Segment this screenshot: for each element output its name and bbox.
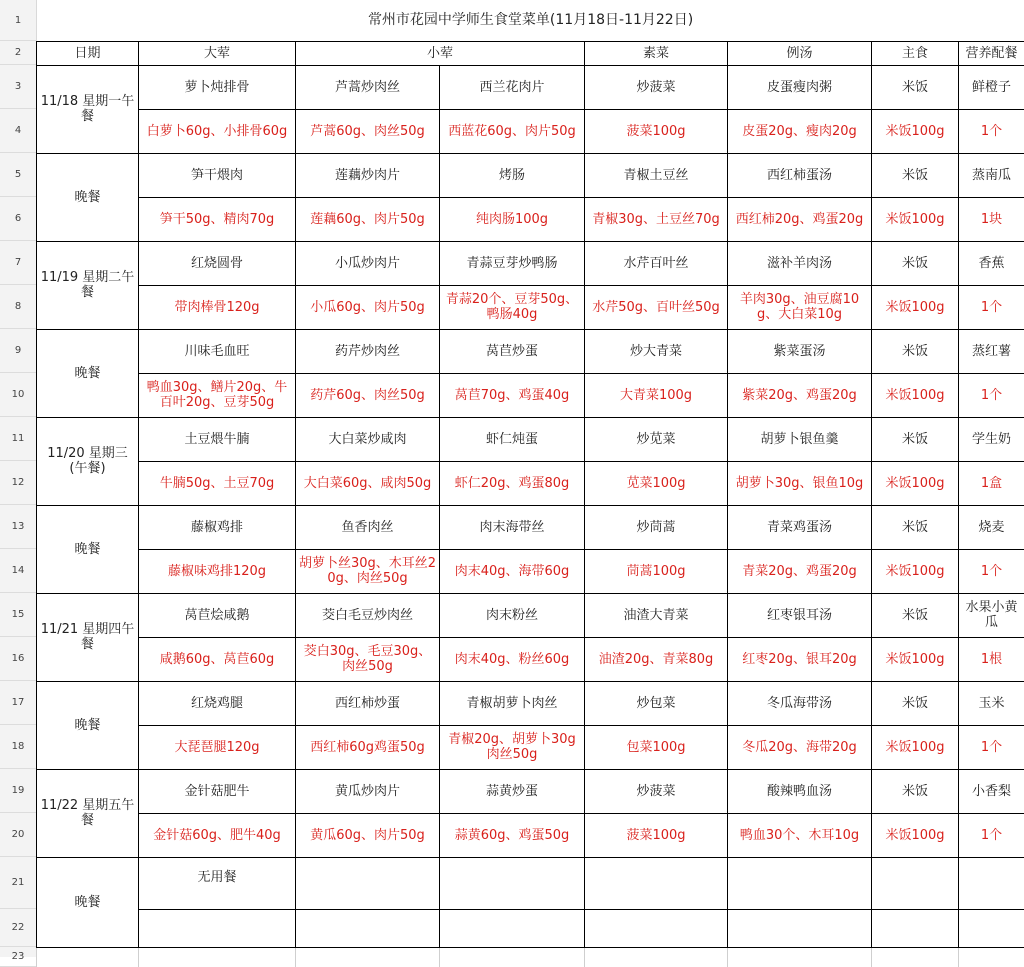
dish-cell[interactable]: 米饭 [872, 329, 959, 373]
row-number[interactable]: 6 [0, 197, 36, 241]
quantity-cell[interactable]: 药芹60g、肉丝50g [296, 373, 440, 417]
quantity-cell[interactable]: 1块 [959, 197, 1024, 241]
dish-cell[interactable]: 米饭 [872, 769, 959, 813]
quantity-cell[interactable]: 大白菜60g、咸肉50g [296, 461, 440, 505]
dish-cell[interactable]: 金针菇肥牛 [139, 769, 296, 813]
meal-date-cell[interactable]: 晚餐 [37, 681, 139, 769]
quantity-cell[interactable]: 白萝卜60g、小排骨60g [139, 109, 296, 153]
quantity-cell[interactable]: 胡萝卜30g、银鱼10g [728, 461, 872, 505]
meal-date-cell[interactable]: 晚餐 [37, 153, 139, 241]
dish-cell[interactable]: 米饭 [872, 65, 959, 109]
quantity-cell[interactable]: 鸭血30个、木耳10g [728, 813, 872, 857]
quantity-cell[interactable]: 米饭100g [872, 373, 959, 417]
quantity-cell[interactable]: 油渣20g、青菜80g [585, 637, 728, 681]
empty-cell[interactable] [296, 947, 440, 967]
dish-cell[interactable]: 西红柿炒蛋 [296, 681, 440, 725]
quantity-cell[interactable]: 包菜100g [585, 725, 728, 769]
quantity-cell[interactable]: 小瓜60g、肉片50g [296, 285, 440, 329]
quantity-cell[interactable]: 羊肉30g、油豆腐10g、大白菜10g [728, 285, 872, 329]
dish-cell[interactable]: 米饭 [872, 505, 959, 549]
dish-cell[interactable]: 肉末粉丝 [440, 593, 585, 637]
quantity-cell[interactable]: 大青菜100g [585, 373, 728, 417]
empty-cell[interactable] [37, 947, 139, 967]
quantity-cell[interactable]: 1个 [959, 109, 1024, 153]
empty-cell[interactable] [585, 947, 728, 967]
quantity-cell[interactable]: 肉末40g、海带60g [440, 549, 585, 593]
meal-date-cell[interactable]: 11/18 星期一午餐 [37, 65, 139, 153]
dish-cell[interactable]: 小瓜炒肉片 [296, 241, 440, 285]
meal-date-cell[interactable]: 11/19 星期二午餐 [37, 241, 139, 329]
quantity-cell[interactable]: 虾仁20g、鸡蛋80g [440, 461, 585, 505]
dish-cell[interactable]: 大白菜炒咸肉 [296, 417, 440, 461]
header-nutrition[interactable]: 营养配餐 [959, 41, 1024, 65]
quantity-cell[interactable]: 西红柿60g鸡蛋50g [296, 725, 440, 769]
row-number[interactable]: 8 [0, 285, 36, 329]
row-number[interactable]: 3 [0, 65, 36, 109]
header-vegetable[interactable]: 素菜 [585, 41, 728, 65]
empty-cell[interactable] [585, 909, 728, 947]
quantity-cell[interactable]: 牛腩50g、土豆70g [139, 461, 296, 505]
row-number[interactable]: 14 [0, 549, 36, 593]
dish-cell[interactable]: 炒茼蒿 [585, 505, 728, 549]
quantity-cell[interactable]: 蒜黄60g、鸡蛋50g [440, 813, 585, 857]
dish-cell[interactable]: 紫菜蛋汤 [728, 329, 872, 373]
dish-cell[interactable]: 米饭 [872, 153, 959, 197]
quantity-cell[interactable]: 冬瓜20g、海带20g [728, 725, 872, 769]
empty-cell[interactable] [959, 909, 1024, 947]
no-meal-note[interactable]: 无用餐 [139, 857, 296, 909]
quantity-cell[interactable]: 1个 [959, 725, 1024, 769]
dish-cell[interactable]: 蒸南瓜 [959, 153, 1024, 197]
dish-cell[interactable]: 香蕉 [959, 241, 1024, 285]
empty-cell[interactable] [728, 947, 872, 967]
empty-cell[interactable] [139, 909, 296, 947]
empty-cell[interactable] [585, 857, 728, 909]
quantity-cell[interactable]: 苋菜100g [585, 461, 728, 505]
dish-cell[interactable]: 水芹百叶丝 [585, 241, 728, 285]
dish-cell[interactable]: 药芹炒肉丝 [296, 329, 440, 373]
dish-cell[interactable]: 米饭 [872, 593, 959, 637]
meal-date-cell[interactable]: 晚餐 [37, 505, 139, 593]
dish-cell[interactable]: 莲藕炒肉片 [296, 153, 440, 197]
empty-cell[interactable] [728, 857, 872, 909]
empty-cell[interactable] [728, 909, 872, 947]
empty-cell[interactable] [959, 947, 1024, 967]
quantity-cell[interactable]: 莴苣70g、鸡蛋40g [440, 373, 585, 417]
dish-cell[interactable]: 青椒土豆丝 [585, 153, 728, 197]
quantity-cell[interactable]: 纯肉肠100g [440, 197, 585, 241]
quantity-cell[interactable]: 米饭100g [872, 461, 959, 505]
quantity-cell[interactable]: 1个 [959, 285, 1024, 329]
row-number[interactable]: 10 [0, 373, 36, 417]
quantity-cell[interactable]: 1根 [959, 637, 1024, 681]
dish-cell[interactable]: 胡萝卜银鱼羹 [728, 417, 872, 461]
dish-cell[interactable]: 米饭 [872, 417, 959, 461]
dish-cell[interactable]: 冬瓜海带汤 [728, 681, 872, 725]
dish-cell[interactable]: 藤椒鸡排 [139, 505, 296, 549]
quantity-cell[interactable]: 芦蒿60g、肉丝50g [296, 109, 440, 153]
quantity-cell[interactable]: 米饭100g [872, 813, 959, 857]
row-number[interactable]: 23 [0, 947, 36, 967]
row-number[interactable]: 2 [0, 41, 36, 65]
quantity-cell[interactable]: 胡萝卜丝30g、木耳丝20g、肉丝50g [296, 549, 440, 593]
quantity-cell[interactable]: 1个 [959, 813, 1024, 857]
quantity-cell[interactable]: 大琵琶腿120g [139, 725, 296, 769]
quantity-cell[interactable]: 金针菇60g、肥牛40g [139, 813, 296, 857]
row-number[interactable]: 5 [0, 153, 36, 197]
row-number[interactable]: 9 [0, 329, 36, 373]
meal-date-cell[interactable]: 晚餐 [37, 329, 139, 417]
dish-cell[interactable]: 西红柿蛋汤 [728, 153, 872, 197]
row-number[interactable]: 13 [0, 505, 36, 549]
quantity-cell[interactable]: 咸鹅60g、莴苣60g [139, 637, 296, 681]
dish-cell[interactable]: 莴苣炒蛋 [440, 329, 585, 373]
quantity-cell[interactable]: 皮蛋20g、瘦肉20g [728, 109, 872, 153]
dish-cell[interactable]: 川味毛血旺 [139, 329, 296, 373]
row-number[interactable]: 7 [0, 241, 36, 285]
dish-cell[interactable]: 米饭 [872, 241, 959, 285]
quantity-cell[interactable]: 米饭100g [872, 637, 959, 681]
dish-cell[interactable]: 西兰花肉片 [440, 65, 585, 109]
menu-table [36, 0, 1024, 967]
row-number[interactable]: 4 [0, 109, 36, 153]
empty-cell[interactable] [440, 857, 585, 909]
quantity-cell[interactable]: 紫菜20g、鸡蛋20g [728, 373, 872, 417]
quantity-cell[interactable]: 1个 [959, 373, 1024, 417]
dish-cell[interactable]: 红枣银耳汤 [728, 593, 872, 637]
dish-cell[interactable]: 水果小黄瓜 [959, 593, 1024, 637]
empty-cell[interactable] [872, 947, 959, 967]
empty-cell[interactable] [296, 857, 440, 909]
empty-cell[interactable] [139, 947, 296, 967]
row-number[interactable]: 18 [0, 725, 36, 769]
meal-date-cell[interactable]: 11/20 星期三(午餐) [37, 417, 139, 505]
quantity-cell[interactable]: 米饭100g [872, 549, 959, 593]
dish-cell[interactable]: 米饭 [872, 681, 959, 725]
empty-cell[interactable] [959, 857, 1024, 909]
quantity-cell[interactable]: 肉末40g、粉丝60g [440, 637, 585, 681]
quantity-cell[interactable]: 米饭100g [872, 197, 959, 241]
empty-cell[interactable] [440, 947, 585, 967]
quantity-cell[interactable]: 茼蒿100g [585, 549, 728, 593]
quantity-cell[interactable]: 青椒30g、土豆丝70g [585, 197, 728, 241]
dish-cell[interactable]: 炒苋菜 [585, 417, 728, 461]
row-number[interactable]: 22 [0, 909, 36, 947]
quantity-cell[interactable]: 米饭100g [872, 109, 959, 153]
quantity-cell[interactable]: 黄瓜60g、肉片50g [296, 813, 440, 857]
dish-cell[interactable]: 玉米 [959, 681, 1024, 725]
quantity-cell[interactable]: 带肉棒骨120g [139, 285, 296, 329]
dish-cell[interactable]: 土豆煨牛腩 [139, 417, 296, 461]
row-number-column [0, 0, 37, 957]
quantity-cell[interactable]: 青椒20g、胡萝卜30g肉丝50g [440, 725, 585, 769]
menu-title[interactable]: 常州市花园中学师生食堂菜单(11月18日-11月22日) [37, 0, 1024, 41]
dish-cell[interactable]: 肉末海带丝 [440, 505, 585, 549]
dish-cell[interactable]: 炒菠菜 [585, 769, 728, 813]
dish-cell[interactable]: 学生奶 [959, 417, 1024, 461]
header-staple[interactable]: 主食 [872, 41, 959, 65]
meal-date-cell[interactable]: 11/22 星期五午餐 [37, 769, 139, 857]
dish-cell[interactable]: 黄瓜炒肉片 [296, 769, 440, 813]
dish-cell[interactable]: 红烧圆骨 [139, 241, 296, 285]
dish-cell[interactable]: 虾仁炖蛋 [440, 417, 585, 461]
row-number[interactable]: 15 [0, 593, 36, 637]
dish-cell[interactable]: 烧麦 [959, 505, 1024, 549]
header-small-meat[interactable]: 小荤 [296, 41, 585, 65]
quantity-cell[interactable]: 藤椒味鸡排120g [139, 549, 296, 593]
empty-cell[interactable] [440, 909, 585, 947]
header-big-meat[interactable]: 大荤 [139, 41, 296, 65]
header-date[interactable]: 日期 [37, 41, 139, 65]
quantity-cell[interactable]: 1盒 [959, 461, 1024, 505]
dish-cell[interactable]: 烤肠 [440, 153, 585, 197]
meal-date-cell[interactable]: 11/21 星期四午餐 [37, 593, 139, 681]
dish-cell[interactable]: 青菜鸡蛋汤 [728, 505, 872, 549]
dish-cell[interactable]: 油渣大青菜 [585, 593, 728, 637]
quantity-cell[interactable]: 青菜20g、鸡蛋20g [728, 549, 872, 593]
dish-cell[interactable]: 鲜橙子 [959, 65, 1024, 109]
empty-cell[interactable] [872, 857, 959, 909]
dish-cell[interactable]: 萝卜炖排骨 [139, 65, 296, 109]
dish-cell[interactable]: 红烧鸡腿 [139, 681, 296, 725]
quantity-cell[interactable]: 西蓝花60g、肉片50g [440, 109, 585, 153]
row-number[interactable]: 21 [0, 857, 36, 909]
dish-cell[interactable]: 蒜黄炒蛋 [440, 769, 585, 813]
dish-cell[interactable]: 芦蒿炒肉丝 [296, 65, 440, 109]
dish-cell[interactable]: 莴苣烩咸鹅 [139, 593, 296, 637]
dish-cell[interactable]: 青椒胡萝卜肉丝 [440, 681, 585, 725]
dish-cell[interactable]: 茭白毛豆炒肉丝 [296, 593, 440, 637]
dish-cell[interactable]: 滋补羊肉汤 [728, 241, 872, 285]
dish-cell[interactable]: 炒包菜 [585, 681, 728, 725]
quantity-cell[interactable]: 青蒜20个、豆芽50g、鸭肠40g [440, 285, 585, 329]
dish-cell[interactable]: 皮蛋瘦肉粥 [728, 65, 872, 109]
dish-cell[interactable]: 蒸红薯 [959, 329, 1024, 373]
row-number[interactable]: 19 [0, 769, 36, 813]
quantity-cell[interactable]: 菠菜100g [585, 813, 728, 857]
row-number[interactable]: 11 [0, 417, 36, 461]
empty-cell[interactable] [872, 909, 959, 947]
row-number[interactable]: 20 [0, 813, 36, 857]
quantity-cell[interactable]: 笋干50g、精肉70g [139, 197, 296, 241]
empty-cell[interactable] [296, 909, 440, 947]
quantity-cell[interactable]: 莲藕60g、肉片50g [296, 197, 440, 241]
quantity-cell[interactable]: 米饭100g [872, 725, 959, 769]
dish-cell[interactable]: 鱼香肉丝 [296, 505, 440, 549]
dish-cell[interactable]: 青蒜豆芽炒鸭肠 [440, 241, 585, 285]
dish-cell[interactable]: 酸辣鸭血汤 [728, 769, 872, 813]
quantity-cell[interactable]: 茭白30g、毛豆30g、肉丝50g [296, 637, 440, 681]
row-number[interactable]: 12 [0, 461, 36, 505]
row-number[interactable]: 1 [0, 0, 36, 41]
meal-date-cell[interactable]: 晚餐 [37, 857, 139, 947]
row-number[interactable]: 16 [0, 637, 36, 681]
quantity-cell[interactable]: 米饭100g [872, 285, 959, 329]
dish-cell[interactable]: 笋干煨肉 [139, 153, 296, 197]
quantity-cell[interactable]: 鸭血30g、鳝片20g、牛百叶20g、豆芽50g [139, 373, 296, 417]
quantity-cell[interactable]: 红枣20g、银耳20g [728, 637, 872, 681]
dish-cell[interactable]: 炒大青菜 [585, 329, 728, 373]
quantity-cell[interactable]: 西红柿20g、鸡蛋20g [728, 197, 872, 241]
dish-cell[interactable]: 炒菠菜 [585, 65, 728, 109]
header-soup[interactable]: 例汤 [728, 41, 872, 65]
row-number[interactable]: 17 [0, 681, 36, 725]
quantity-cell[interactable]: 水芹50g、百叶丝50g [585, 285, 728, 329]
quantity-cell[interactable]: 1个 [959, 549, 1024, 593]
dish-cell[interactable]: 小香梨 [959, 769, 1024, 813]
quantity-cell[interactable]: 菠菜100g [585, 109, 728, 153]
